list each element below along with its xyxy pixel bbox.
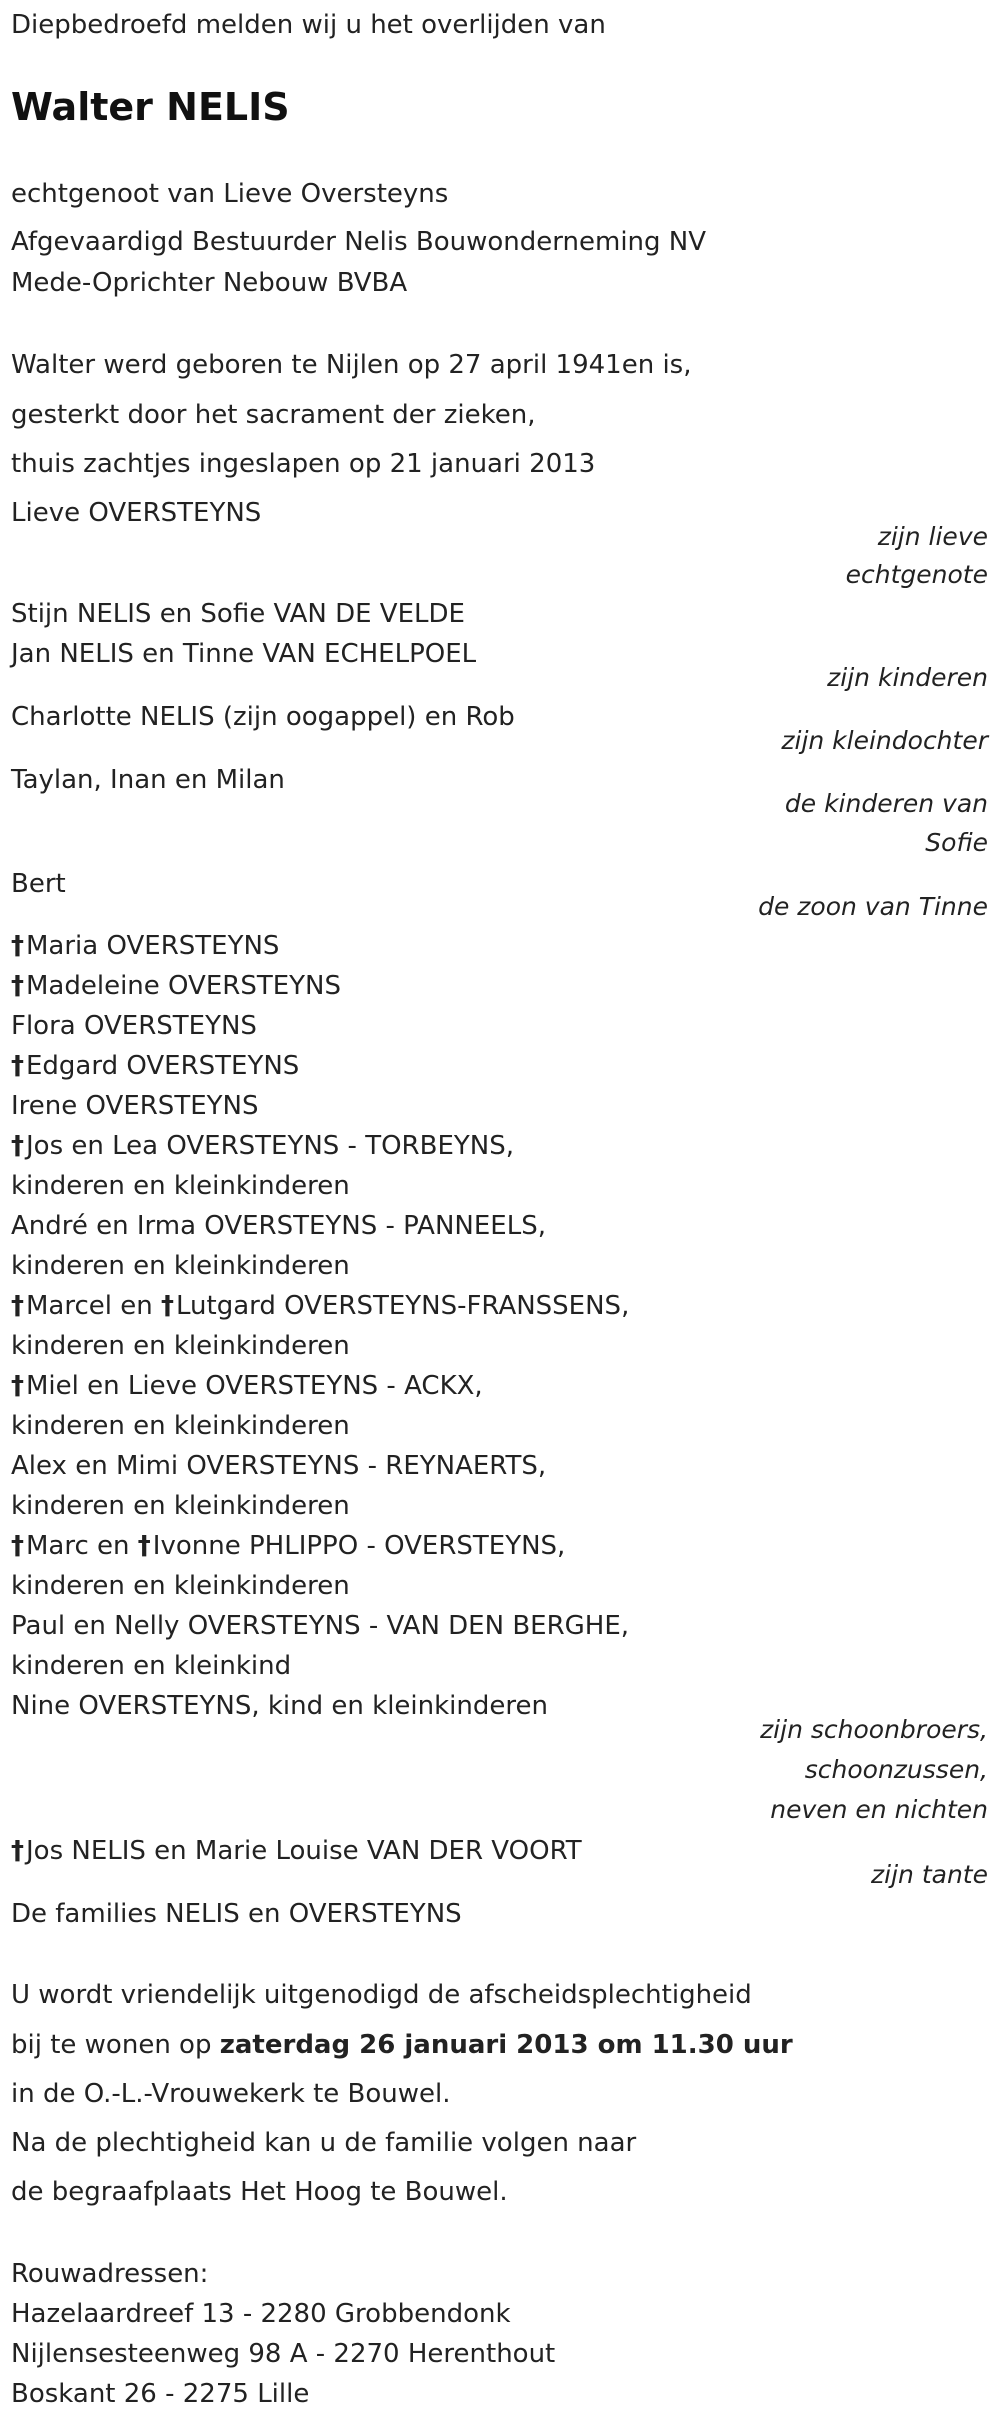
cross-icon: † xyxy=(137,1531,151,1561)
address-2: Nijlensesteenweg 98 A - 2270 Herenthout xyxy=(11,2339,556,2369)
inlaw-line: kinderen en kleinkinderen xyxy=(11,1331,350,1361)
inlaws-relation-2: schoonzussen, xyxy=(804,1755,988,1784)
grandson-line: Bert xyxy=(11,869,66,899)
wife-name: Lieve OVERSTEYNS xyxy=(11,498,262,528)
aunt-relation: zijn tante xyxy=(871,1860,988,1889)
inlaw-name: Miel en Lieve OVERSTEYNS - ACKX, xyxy=(26,1371,483,1401)
cross-icon: † xyxy=(11,1131,24,1161)
ceremony-line-2 xyxy=(11,2025,793,2065)
inlaw-name: Marcel en xyxy=(26,1291,162,1321)
deceased-name: Walter NELIS xyxy=(11,85,290,129)
inlaw-line xyxy=(11,966,341,1006)
inlaws-relation-3: neven en nichten xyxy=(770,1795,988,1824)
birth-line-1: Walter werd geboren te Nijlen op 27 april 1941en is, xyxy=(11,350,692,380)
inlaws-relation-1: zijn schoonbroers, xyxy=(760,1715,988,1744)
inlaw-line xyxy=(11,1286,629,1326)
birth-line-3: thuis zachtjes ingeslapen op 21 januari 2013 xyxy=(11,449,596,479)
inlaw-line: Irene OVERSTEYNS xyxy=(11,1091,259,1121)
inlaw-line: kinderen en kleinkinderen xyxy=(11,1571,350,1601)
inlaw-line: kinderen en kleinkinderen xyxy=(11,1251,350,1281)
ceremony-line-4: Na de plechtigheid kan u de familie volgen naar xyxy=(11,2128,637,2158)
role-line-1: Afgevaardigd Bestuurder Nelis Bouwonderneming NV xyxy=(11,227,707,257)
ceremony-line-5: de begraafplaats Het Hoog te Bouwel. xyxy=(11,2177,508,2207)
cross-icon: † xyxy=(11,971,24,1001)
inlaw-name: Ivonne PHLIPPO - OVERSTEYNS, xyxy=(152,1531,566,1561)
inlaw-line xyxy=(11,1126,514,1166)
child-line-2: Jan NELIS en Tinne VAN ECHELPOEL xyxy=(11,639,477,669)
inlaw-line xyxy=(11,1366,483,1406)
addresses-label: Rouwadressen: xyxy=(11,2259,209,2289)
spouse-line: echtgenoot van Lieve Oversteyns xyxy=(11,179,449,209)
granddaughter-line: Charlotte NELIS (zijn oogappel) en Rob xyxy=(11,702,515,732)
birth-line-2: gesterkt door het sacrament der zieken, xyxy=(11,400,536,430)
inlaw-line: Nine OVERSTEYNS, kind en kleinkinderen xyxy=(11,1691,548,1721)
cross-icon: † xyxy=(11,1836,24,1866)
wife-relation-1: zijn lieve xyxy=(877,522,988,551)
address-3: Boskant 26 - 2275 Lille xyxy=(11,2379,310,2409)
cross-icon: † xyxy=(161,1291,175,1321)
inlaw-name: Madeleine OVERSTEYNS xyxy=(26,971,341,1001)
inlaw-line: kinderen en kleinkinderen xyxy=(11,1171,350,1201)
aunt-line xyxy=(11,1831,582,1871)
inlaw-line: kinderen en kleinkinderen xyxy=(11,1411,350,1441)
address-1: Hazelaardreef 13 - 2280 Grobbendonk xyxy=(11,2299,511,2329)
children-relation: zijn kinderen xyxy=(827,663,988,692)
wife-relation-2: echtgenote xyxy=(845,560,988,589)
aunt-name: Jos NELIS en Marie Louise VAN DER VOORT xyxy=(26,1836,582,1866)
role-line-2: Mede-Oprichter Nebouw BVBA xyxy=(11,268,408,298)
inlaw-line xyxy=(11,1046,299,1086)
ceremony-line-1: U wordt vriendelijk uitgenodigd de afscheidsplechtigheid xyxy=(11,1980,752,2010)
cross-icon: † xyxy=(11,931,24,961)
inlaw-name: Marc en xyxy=(26,1531,138,1561)
child-line-1: Stijn NELIS en Sofie VAN DE VELDE xyxy=(11,599,465,629)
inlaw-line: kinderen en kleinkinderen xyxy=(11,1491,350,1521)
ceremony-date: zaterdag 26 januari 2013 om 11.30 uur xyxy=(219,2030,793,2060)
inlaw-line: Alex en Mimi OVERSTEYNS - REYNAERTS, xyxy=(11,1451,547,1481)
inlaw-name: Maria OVERSTEYNS xyxy=(26,931,280,961)
intro-text: Diepbedroefd melden wij u het overlijden van xyxy=(11,10,606,40)
grandson-relation: de zoon van Tinne xyxy=(758,892,988,921)
inlaw-line xyxy=(11,926,279,966)
inlaw-line: Paul en Nelly OVERSTEYNS - VAN DEN BERGHE, xyxy=(11,1611,630,1641)
ceremony-prefix: bij te wonen op xyxy=(11,2030,220,2060)
inlaw-line: Flora OVERSTEYNS xyxy=(11,1011,257,1041)
cross-icon: † xyxy=(11,1371,24,1401)
families-line: De families NELIS en OVERSTEYNS xyxy=(11,1899,462,1929)
grandchildren-relation-1: de kinderen van xyxy=(784,789,988,818)
cross-icon: † xyxy=(11,1051,24,1081)
granddaughter-relation: zijn kleindochter xyxy=(781,726,988,755)
grandchildren-relation-2: Sofie xyxy=(925,828,988,857)
ceremony-line-3: in de O.-L.-Vrouwekerk te Bouwel. xyxy=(11,2079,451,2109)
inlaw-line: kinderen en kleinkind xyxy=(11,1651,292,1681)
inlaw-line xyxy=(11,1526,565,1566)
cross-icon: † xyxy=(11,1531,24,1561)
inlaw-name: Jos en Lea OVERSTEYNS - TORBEYNS, xyxy=(26,1131,514,1161)
inlaw-name: Edgard OVERSTEYNS xyxy=(26,1051,300,1081)
cross-icon: † xyxy=(11,1291,24,1321)
inlaw-name: Lutgard OVERSTEYNS-FRANSSENS, xyxy=(176,1291,630,1321)
inlaw-line: André en Irma OVERSTEYNS - PANNEELS, xyxy=(11,1211,546,1241)
grandchildren-line: Taylan, Inan en Milan xyxy=(11,765,285,795)
